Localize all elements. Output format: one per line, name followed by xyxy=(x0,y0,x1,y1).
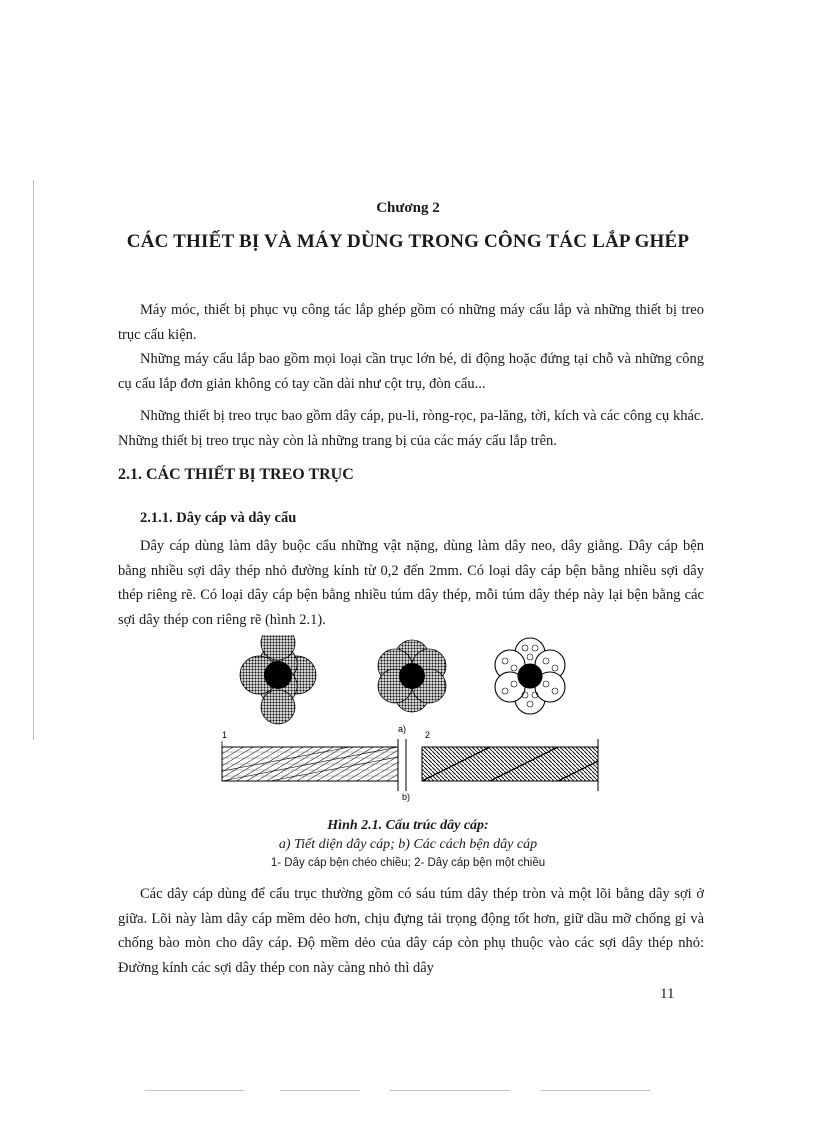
chapter-label: Chương 2 xyxy=(376,200,440,216)
footer-line xyxy=(280,1090,360,1091)
page-number: 11 xyxy=(660,986,675,1002)
label-a: a) xyxy=(398,724,407,734)
label-1: 1 xyxy=(222,730,228,740)
cross-section-dense xyxy=(240,635,316,724)
intro-paragraph-2: Những máy cẩu lắp bao gồm mọi loại cần trục lớn bé, di động hoặc đứng tại chỗ và những công cụ cẩu lắp đơn giản không có tay cần dài như cột trụ, đòn cẩu... xyxy=(118,351,704,392)
footer-line xyxy=(390,1090,510,1091)
intro-paragraph-1: Máy móc, thiết bị phục vụ công tác lắp ghép gồm có những máy cẩu lắp và những thiết bị treo trục cấu kiện. xyxy=(118,302,704,343)
figure-caption-title: Hình 2.1. Cấu trúc dây cáp: xyxy=(327,818,489,833)
cross-section-medium xyxy=(378,640,446,712)
cable-structure-figure xyxy=(200,635,620,805)
label-2: 2 xyxy=(425,730,431,740)
footer-line xyxy=(145,1090,245,1091)
figure-caption-note: 1- Dây cáp bện chéo chiều; 2- Dây cáp bện một chiều xyxy=(270,857,546,869)
label-b: b) xyxy=(402,792,411,802)
figure-caption-sub: a) Tiết diện dây cáp; b) Các cách bện dây cáp xyxy=(278,837,538,852)
scan-margin-line xyxy=(33,180,34,740)
subsection-heading: 2.1.1. Dây cáp và dây cẩu xyxy=(140,510,297,526)
closing-paragraph: Các dây cáp dùng để cẩu trục thường gồm có sáu túm dây thép tròn và một lõi bằng dây sợi ở giữa. Lõi này làm dây cáp mềm dẻo hơn, chịu đựng tải trọng động tốt hơn, giữ dầu mỡ chống gỉ và chống bào mòn cho dây cáp. Độ mềm dẻo của dây cáp còn phụ thuộc vào các sợi dây thép nhỏ: Đường kính các sợi dây thép con này càng nhỏ thì dây xyxy=(118,886,704,976)
cable-cross-lay xyxy=(222,739,398,791)
chapter-title: CÁC THIẾT BỊ VÀ MÁY DÙNG TRONG CÔNG TÁC LẮP GHÉP xyxy=(126,231,690,252)
subsection-paragraph: Dây cáp dùng làm dây buộc cẩu những vật nặng, dùng làm dây neo, dây giằng. Dây cáp bện bằng nhiều sợi dây thép nhỏ đường kính từ 0,2 đến 2mm. Có loại dây cáp bện bằng nhiều sợi dây thép riêng rẽ. Có loại dây cáp bện bằng nhiều túm dây thép, mỗi túm dây thép này lại bện bằng các sợi dây thép con riêng rẽ (hình 2.1). xyxy=(118,538,704,628)
section-heading: 2.1. CÁC THIẾT BỊ TREO TRỤC xyxy=(118,466,354,483)
cross-section-open xyxy=(495,638,565,714)
cable-one-direction-lay xyxy=(406,739,598,791)
intro-paragraph-3: Những thiết bị treo trục bao gồm dây cáp, pu-li, ròng-rọc, pa-lăng, tời, kích và các công cụ khác. Những thiết bị treo trục này còn là những trang bị của các máy cẩu lắp trên. xyxy=(118,408,704,449)
footer-line xyxy=(540,1090,650,1091)
